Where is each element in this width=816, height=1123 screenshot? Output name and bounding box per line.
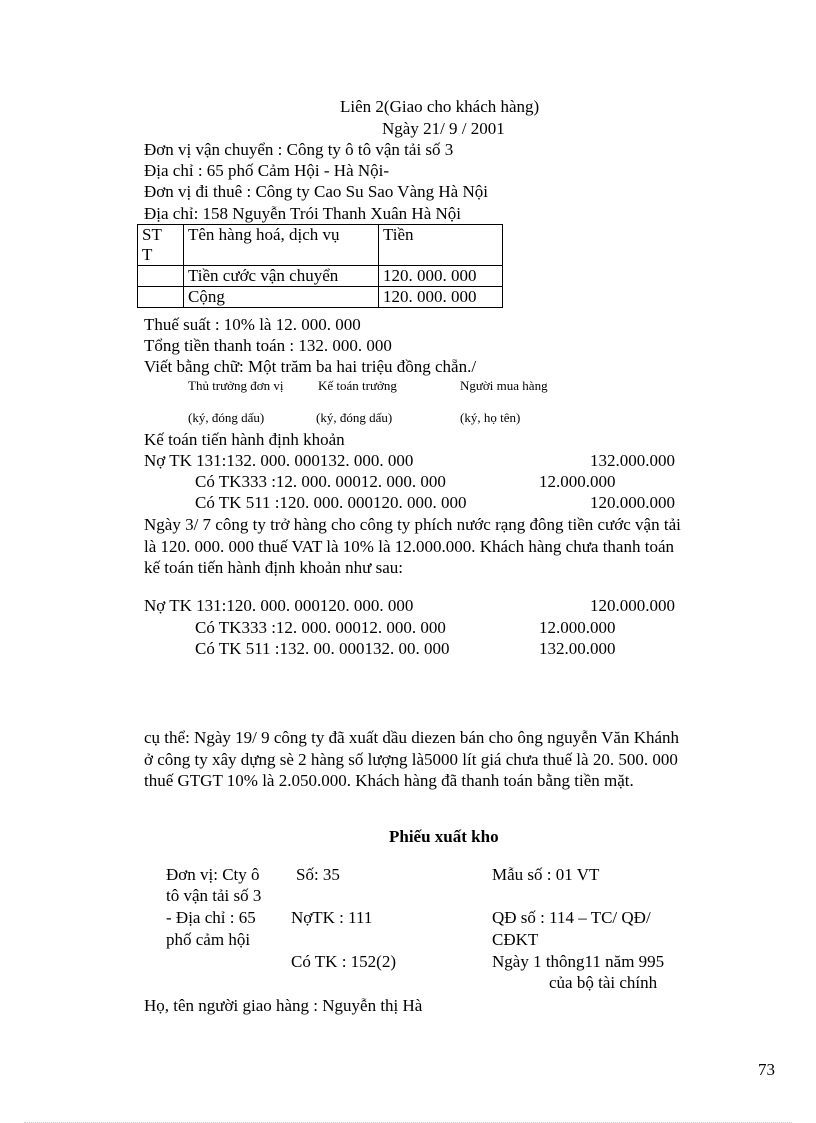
header-stt: ST T xyxy=(138,225,184,266)
slip-decision-line1: QĐ số : 114 – TC/ QĐ/ xyxy=(492,908,651,927)
slip-deliverer: Họ, tên người giao hàng : Nguyễn thị Hà xyxy=(144,996,423,1015)
slip-debit-account: NợTK : 111 xyxy=(291,908,373,927)
tax-rate-line: Thuế suất : 10% là 12. 000. 000 xyxy=(144,315,361,334)
carrier-line: Đơn vị vận chuyển : Công ty ô tô vận tải số 3 xyxy=(144,140,454,159)
slip-decision-line4: của bộ tài chính xyxy=(549,973,658,992)
row-stt xyxy=(138,266,184,287)
signature-title-head: Thủ trưởng đơn vị xyxy=(188,378,284,393)
slip-unit-line2: tô vận tải số 3 xyxy=(166,886,262,905)
signature-title-buyer: Người mua hàng xyxy=(460,378,548,393)
paragraph1-line: kế toán tiến hành định khoản như sau: xyxy=(144,558,403,577)
table-row xyxy=(138,287,503,308)
paragraph1-line: Ngày 3/ 7 công ty trở hàng cho công ty phích nước rạng đông tiền cước vận tải xyxy=(144,515,681,534)
entry2-debit-amount: 120.000.000 xyxy=(590,596,675,615)
slip-form-number: Mẫu số : 01 VT xyxy=(492,865,600,884)
paragraph1-line: là 120. 000. 000 thuế VAT là 10% là 12.000.000. Khách hàng chưa thanh toán xyxy=(144,537,674,556)
row-amount: 120. 000. 000 xyxy=(379,287,503,308)
paragraph2-line: thuế GTGT 10% là 2.050.000. Khách hàng đã thanh toán bằng tiền mặt. xyxy=(144,771,634,790)
page-number: 73 xyxy=(758,1060,775,1079)
row-name: Cộng xyxy=(184,287,379,308)
entry2-credit2-line: Có TK 511 :132. 00. 000132. 00. 000 xyxy=(195,639,450,658)
signature-title-accountant: Kế toán trưởng xyxy=(318,378,397,393)
entry2-debit-line: Nợ TK 131:120. 000. 000120. 000. 000 xyxy=(144,596,414,615)
total-line: Tổng tiền thanh toán : 132. 000. 000 xyxy=(144,336,392,355)
slip-decision-line3: Ngày 1 thông11 năm 995 xyxy=(492,952,665,971)
paragraph2-line: ở công ty xây dựng sè 2 hàng số lượng là5000 lít giá chưa thuế là 20. 500. 000 xyxy=(144,750,678,769)
slip-credit-account: Có TK : 152(2) xyxy=(291,952,396,971)
slip-title: Phiếu xuất kho xyxy=(389,827,499,846)
entry2-credit1-line: Có TK333 :12. 000. 00012. 000. 000 xyxy=(195,618,446,637)
hirer-line: Đơn vị đi thuê : Công ty Cao Su Sao Vàng Hà Nội xyxy=(144,182,488,201)
slip-number: Số: 35 xyxy=(296,865,340,884)
header-amount: Tiền xyxy=(379,225,503,266)
slip-unit-line1: Đơn vị: Cty ô xyxy=(166,865,260,884)
entry1-credit1-amount: 12.000.000 xyxy=(539,472,616,491)
table-row xyxy=(138,266,503,287)
invoice-table xyxy=(137,224,503,308)
row-stt xyxy=(138,287,184,308)
signature-note-buyer: (ký, họ tên) xyxy=(460,410,521,425)
entry2-credit1-amount: 12.000.000 xyxy=(539,618,616,637)
signature-note-head: (ký, đóng dấu) xyxy=(188,410,265,425)
entry1-credit2-line: Có TK 511 :120. 000. 000120. 000. 000 xyxy=(195,493,467,512)
amount-in-words: Viết bằng chữ: Một trăm ba hai triệu đồng chẵn./ xyxy=(144,357,477,376)
entry1-intro: Kế toán tiến hành định khoản xyxy=(144,430,345,449)
row-name: Tiền cước vận chuyển xyxy=(184,266,379,287)
slip-address-line2: phố cảm hội xyxy=(166,930,251,949)
entry1-credit2-amount: 120.000.000 xyxy=(590,493,675,512)
entry1-debit-amount: 132.000.000 xyxy=(590,451,675,470)
invoice-copy-label: Liên 2(Giao cho khách hàng) xyxy=(340,97,540,116)
invoice-date: Ngày 21/ 9 / 2001 xyxy=(382,119,505,138)
slip-address-line1: - Địa chỉ : 65 xyxy=(166,908,256,927)
header-item-name: Tên hàng hoá, dịch vụ xyxy=(184,225,379,266)
signature-note-accountant: (ký, đóng dấu) xyxy=(316,410,393,425)
entry2-credit2-amount: 132.00.000 xyxy=(539,639,616,658)
hirer-address-line: Địa chỉ: 158 Nguyễn Trói Thanh Xuân Hà Nội xyxy=(144,204,461,223)
slip-decision-line2: CĐKT xyxy=(492,930,539,949)
carrier-address-line: Địa chỉ : 65 phố Cảm Hội - Hà Nội- xyxy=(144,161,390,180)
entry1-credit1-line: Có TK333 :12. 000. 00012. 000. 000 xyxy=(195,472,446,491)
row-amount: 120. 000. 000 xyxy=(379,266,503,287)
entry1-debit-line: Nợ TK 131:132. 000. 000132. 000. 000 xyxy=(144,451,414,470)
paragraph2-line: cụ thể: Ngày 19/ 9 công ty đã xuất dầu diezen bán cho ông nguyễn Văn Khánh xyxy=(144,728,680,747)
table-header-row xyxy=(138,225,503,266)
